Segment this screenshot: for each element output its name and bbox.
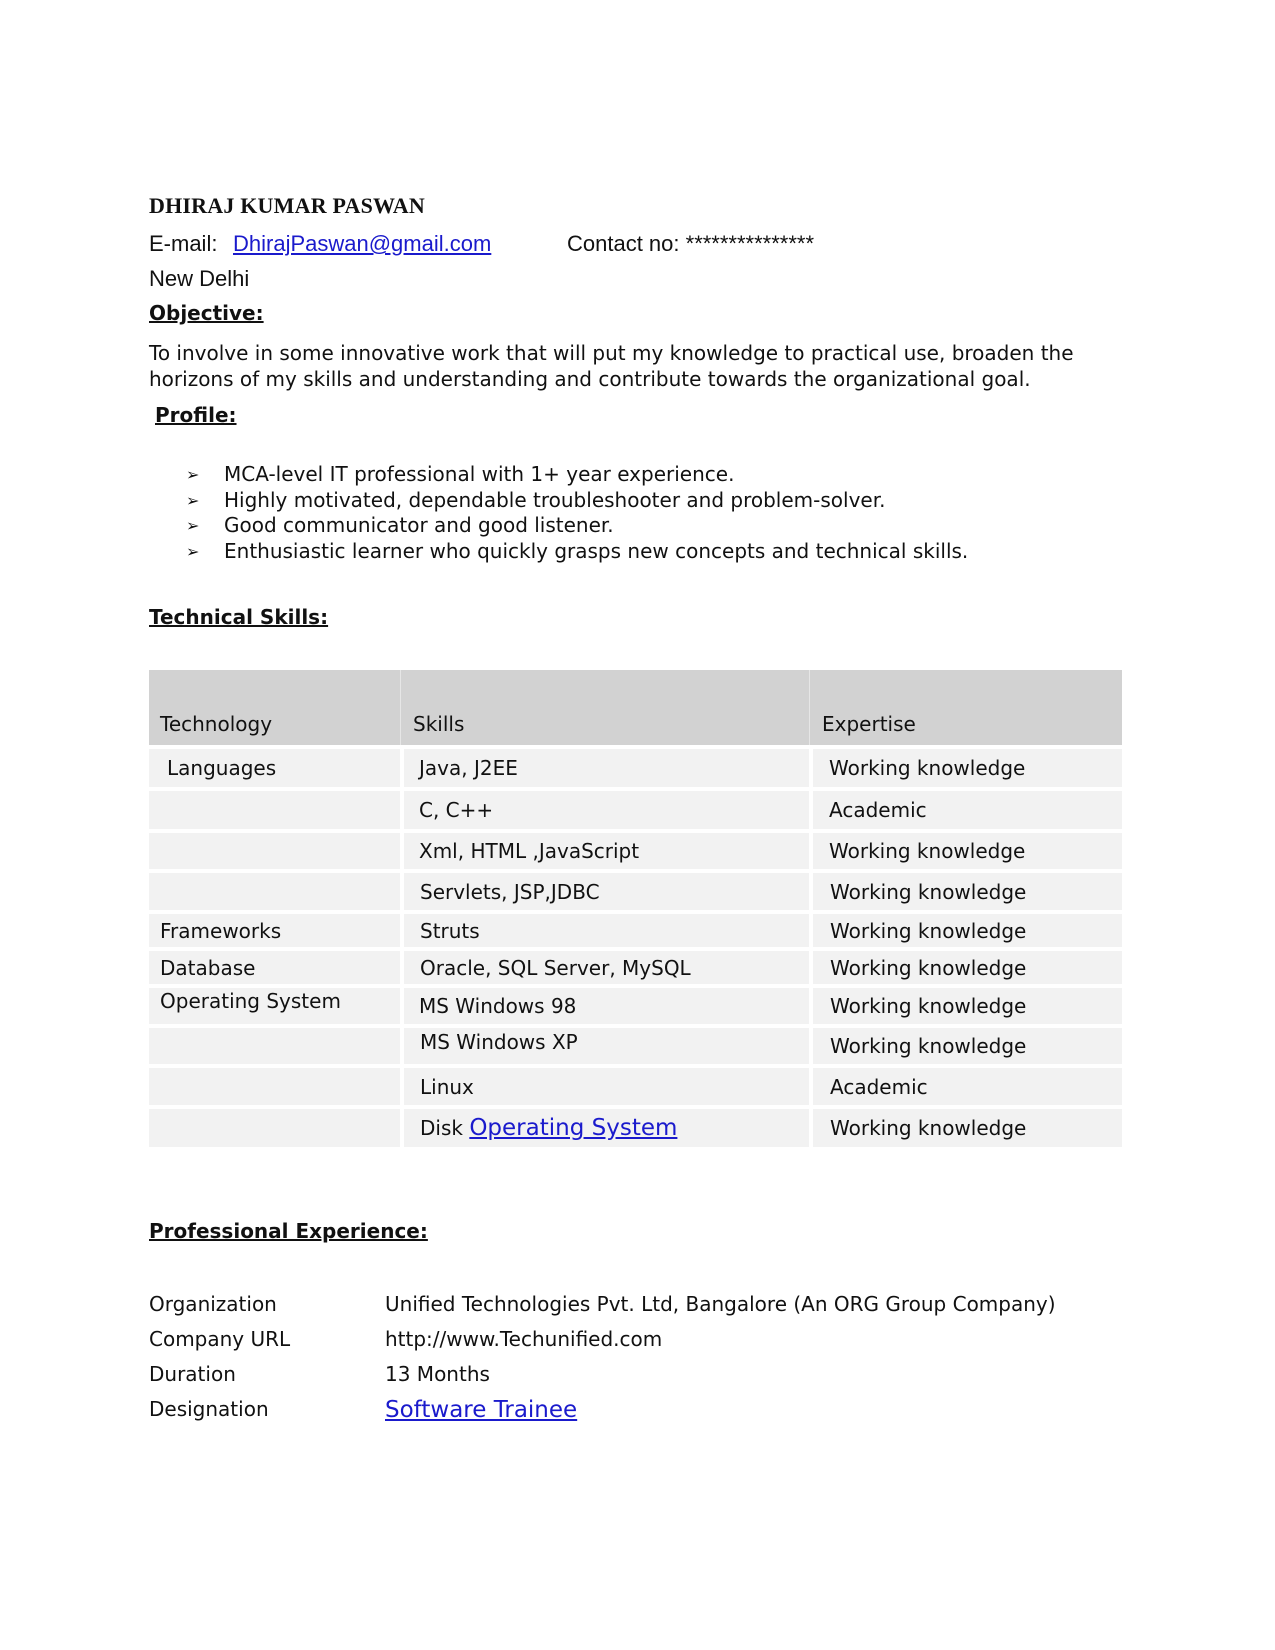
technology-cell: Languages (167, 756, 277, 780)
skills-cell: MS Windows 98 (419, 994, 577, 1018)
technical-skills-heading: Technical Skills: (149, 605, 329, 629)
skills-cell: Servlets, JSP,JDBC (420, 879, 600, 904)
objective-text: To involve in some innovative work that will put my knowledge to practical use, broaden the horizons of my skills and understanding and contribute towards the organizational goal. (149, 341, 1074, 391)
skills-cell: Java, J2EE (419, 756, 518, 780)
table-row (149, 1064, 1122, 1105)
table-row (149, 1024, 1122, 1064)
skills-cell (420, 1115, 677, 1141)
column-header-technology: Technology (160, 712, 273, 736)
expertise-cell: Working knowledge (829, 839, 1026, 863)
expertise-cell: Working knowledge (830, 879, 1027, 904)
arrow-bullet-icon: ➢ (186, 516, 200, 535)
professional-experience-heading: Professional Experience: (149, 1219, 428, 1243)
profile-heading: Profile: (155, 403, 237, 427)
profile-item-text: Highly motivated, dependable troubleshooter and problem-solver. (224, 487, 886, 512)
candidate-name: DHIRAJ KUMAR PASWAN (149, 193, 425, 218)
skills-text: Disk (420, 1116, 463, 1140)
column-header-expertise: Expertise (822, 712, 916, 736)
operating-system-link[interactable]: Operating System (469, 1115, 678, 1141)
organization-value: Unified Technologies Pvt. Ltd, Bangalore (An ORG Group Company) (385, 1292, 1056, 1316)
email-link[interactable]: DhirajPaswan@gmail.com (233, 231, 492, 256)
objective-heading: Objective: (149, 301, 264, 325)
profile-item-text: MCA-level IT professional with 1+ year experience. (224, 462, 735, 486)
table-row (149, 984, 1122, 1024)
arrow-bullet-icon: ➢ (186, 541, 200, 561)
table-row (149, 869, 1122, 910)
skills-cell: Linux (420, 1074, 474, 1099)
duration-value: 13 Months (385, 1362, 490, 1386)
table-row (149, 787, 1122, 829)
list-item (186, 462, 968, 488)
profile-list (186, 462, 968, 564)
designation-label: Designation (149, 1397, 269, 1421)
expertise-cell: Working knowledge (829, 756, 1026, 780)
profile-item-text: Good communicator and good listener. (224, 513, 614, 537)
profile-item-text: Enthusiastic learner who quickly grasps new concepts and technical skills. (224, 538, 969, 563)
expertise-cell: Working knowledge (830, 994, 1027, 1018)
list-item (186, 488, 968, 514)
arrow-bullet-icon: ➢ (186, 465, 200, 484)
expertise-cell: Working knowledge (830, 1116, 1027, 1140)
city: New Delhi (149, 266, 250, 291)
expertise-cell: Working knowledge (830, 918, 1027, 943)
column-header-skills: Skills (413, 712, 465, 736)
list-item (186, 539, 968, 565)
company-url-value: http://www.Techunified.com (385, 1327, 663, 1351)
skills-cell: Xml, HTML ,JavaScript (419, 839, 640, 863)
expertise-cell: Academic (829, 798, 927, 822)
organization-label: Organization (149, 1292, 277, 1316)
duration-label: Duration (149, 1362, 236, 1386)
skills-table (149, 670, 1122, 1147)
technology-cell: Database (160, 955, 256, 980)
arrow-bullet-icon: ➢ (186, 490, 200, 510)
skills-cell: C, C++ (419, 798, 494, 822)
table-row (149, 745, 1122, 787)
skills-cell: Struts (420, 918, 480, 943)
email-label: E-mail: (149, 231, 218, 256)
technology-cell: Frameworks (160, 918, 282, 943)
table-row (149, 947, 1122, 984)
list-item (186, 513, 968, 539)
expertise-cell: Working knowledge (830, 1034, 1027, 1058)
technology-cell: Operating System (160, 988, 341, 1013)
contact-number: Contact no: *************** (567, 231, 815, 256)
expertise-cell: Academic (830, 1074, 928, 1099)
table-header (149, 670, 1122, 745)
table-row (149, 910, 1122, 947)
skills-cell: Oracle, SQL Server, MySQL (420, 955, 691, 980)
expertise-cell: Working knowledge (830, 955, 1027, 980)
company-url-label: Company URL (149, 1327, 291, 1351)
table-row (149, 1105, 1122, 1147)
skills-cell: MS Windows XP (420, 1030, 578, 1055)
table-row (149, 829, 1122, 869)
designation-link[interactable]: Software Trainee (385, 1397, 578, 1423)
